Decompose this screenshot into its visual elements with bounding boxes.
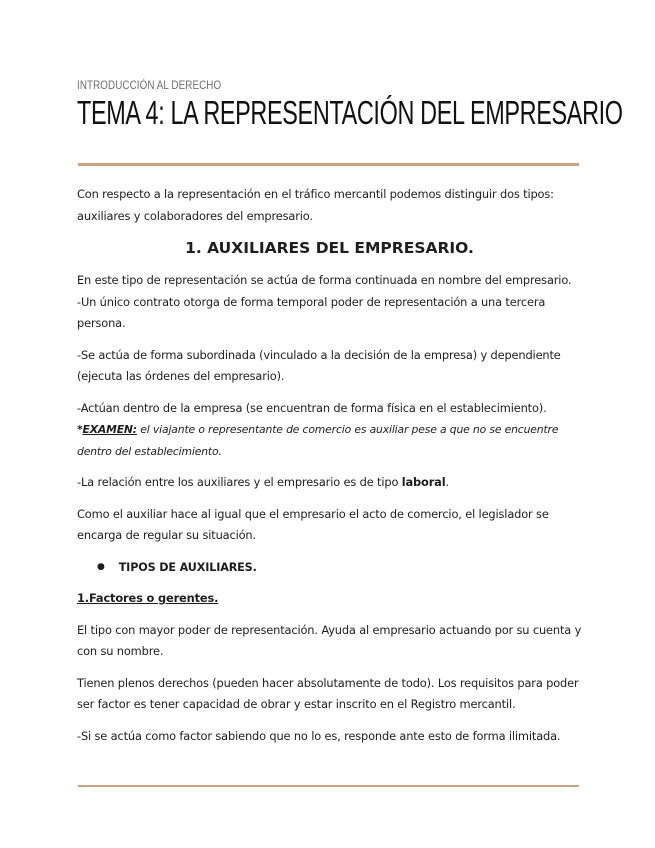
paragraph-dentro-empresa: -Actúan dentro de la empresa (se encuentran de forma física en el establecimiento). <box>77 400 547 415</box>
bullet-text: TIPOS DE AUXILIARES. <box>118 560 257 574</box>
paragraph-continuada: En este tipo de representación se actúa de forma continuada en nombre del empresario. <box>77 273 572 287</box>
exam-prefix: * <box>77 423 83 436</box>
paragraph-relacion <box>77 472 582 494</box>
paragraph-mayor-poder: El tipo con mayor poder de representación. Ayuda al empresario actuando por su cuenta y con su nombre. <box>77 622 582 658</box>
subsection-heading: 1.Factores o gerentes. <box>77 591 219 605</box>
header-divider <box>78 163 579 166</box>
intro-paragraph: Con respecto a la representación en el tráfico mercantil podemos distinguir dos tipos: auxiliares y colaboradores del empresario. <box>77 187 554 223</box>
relacion-end: . <box>445 475 449 489</box>
paragraph-subordinada: -Se actúa de forma subordinada (vinculado a la decisión de la empresa) y dependiente (ejecuta las órdenes del empresario). <box>77 347 561 383</box>
relacion-bold: laboral <box>401 475 446 489</box>
paragraph-contrato: -Un único contrato otorga de forma temporal poder de representación a una tercera persona. <box>77 294 546 330</box>
paragraph-ilimitada: -Si se actúa como factor sabiendo que no lo es, responde ante esto de forma ilimitada. <box>77 728 561 743</box>
document-body <box>77 184 582 757</box>
course-label: INTRODUCCIÓN AL DERECHO <box>77 78 222 92</box>
paragraph-plenos-derechos: Tienen plenos derechos (pueden hacer absolutamente de todo). Los requisitos para poder ser factor es tener capacidad de obrar y estar inscrito en el Registro mercantil. <box>77 675 579 711</box>
page-title: TEMA 4: LA REPRESENTACIÓN DEL EMPRESARIO <box>77 94 623 131</box>
paragraph-legislador: Como el auxiliar hace al igual que el empresario el acto de comercio, el legislador se encarga de regular su situación. <box>77 506 549 542</box>
relacion-text: -La relación entre los auxiliares y el empresario es de tipo <box>77 475 402 489</box>
bullet-dot-icon: ● <box>97 561 105 572</box>
footer-divider <box>78 785 579 787</box>
exam-text: el viajante o representante de comercio es auxiliar pese a que no se encuentre dentro del establecimiento. <box>77 423 559 458</box>
bullet-item <box>77 557 582 579</box>
exam-note <box>77 419 582 462</box>
section-heading: 1. AUXILIARES DEL EMPRESARIO. <box>185 239 474 257</box>
exam-label: EXAMEN: <box>82 423 137 436</box>
